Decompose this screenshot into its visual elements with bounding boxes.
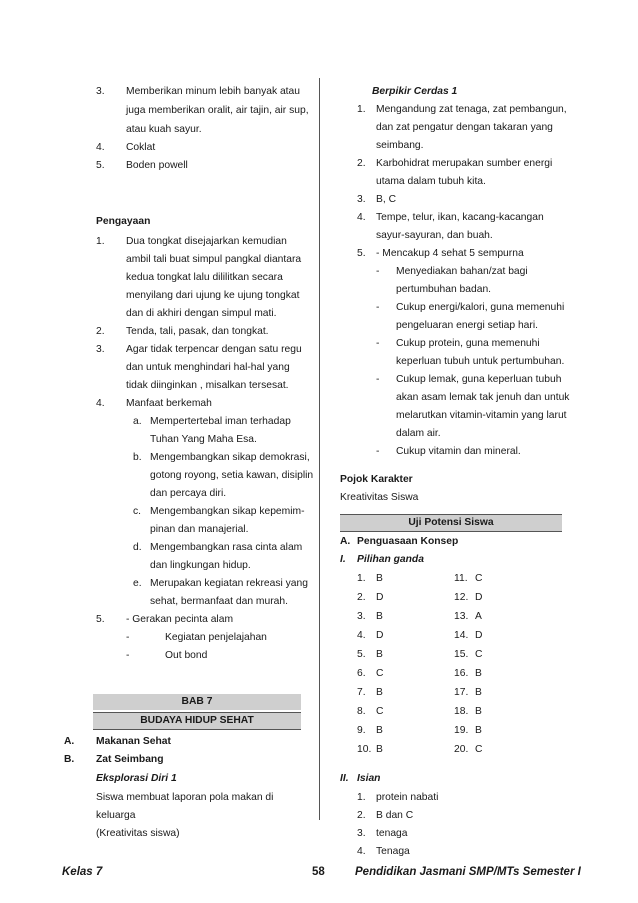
answer-value: D <box>376 592 384 603</box>
sub-text: gotong royong, setia kawan, disiplin <box>150 470 314 481</box>
section-letter: A. <box>64 736 75 747</box>
answer-value: B <box>376 649 383 660</box>
list-text: Tempe, telur, ikan, kacang-kacangan <box>376 212 544 223</box>
answer-number: 10. <box>357 744 372 755</box>
answer-value: B <box>376 687 383 698</box>
answer-value: B <box>475 668 482 679</box>
paragraph-line: Siswa membuat laporan pola makan di <box>96 792 274 803</box>
dash: - <box>376 374 380 385</box>
list-number: 5. <box>96 614 105 625</box>
answer-value: B <box>376 573 383 584</box>
list-number: 4. <box>357 212 366 223</box>
answer-value: C <box>475 649 483 660</box>
list-number: 3. <box>357 828 366 839</box>
answer-value: C <box>475 573 483 584</box>
footer-class: Kelas 7 <box>62 866 103 878</box>
sub-text: pinan dan manajerial. <box>150 524 249 535</box>
list-text: ambil tali buat simpul pangkal diantara <box>126 254 302 265</box>
answer-value: A <box>475 611 482 622</box>
answer-number: 17. <box>454 687 469 698</box>
answer-value: B <box>475 706 482 717</box>
sub-letter: b. <box>133 452 142 463</box>
answer-value: B <box>475 725 482 736</box>
answer-number: 12. <box>454 592 469 603</box>
list-text: - Mencakup 4 sehat 5 sempurna <box>376 248 524 259</box>
eksplorasi-heading: Eksplorasi Diri 1 <box>96 773 177 784</box>
list-number: 2. <box>357 158 366 169</box>
pojok-heading: Pojok Karakter <box>340 474 413 485</box>
answer-value: C <box>475 744 483 755</box>
sub-letter: e. <box>133 578 142 589</box>
list-text: dan di akhiri dengan simpul mati. <box>126 308 277 319</box>
list-text: Tenda, tali, pasak, dan tongkat. <box>126 326 269 337</box>
list-text: B dan C <box>376 810 414 821</box>
sub-text: Cukup protein, guna memenuhi <box>396 338 540 349</box>
sub-text: sehat, bermanfaat dan murah. <box>150 596 288 607</box>
list-number: 4. <box>96 398 105 409</box>
sub-text: Mengembangkan sikap demokrasi, <box>150 452 310 463</box>
list-text: B, C <box>376 194 397 205</box>
sub-text: Cukup energi/kalori, guna memenuhi <box>396 302 565 313</box>
list-text: Karbohidrat merupakan sumber energi <box>376 158 553 169</box>
sub-text: Tuhan Yang Maha Esa. <box>150 434 257 445</box>
sub-text: pertumbuhan badan. <box>396 284 492 295</box>
list-text: menyilang dari ujung ke ujung tongkat <box>126 290 300 301</box>
answer-number: 7. <box>357 687 366 698</box>
list-text: protein nabati <box>376 792 439 803</box>
answer-value: D <box>376 630 384 641</box>
sub-text: pengeluaran energi setiap hari. <box>396 320 538 331</box>
list-text: dan zat pengatur dengan takaran yang <box>376 122 553 133</box>
answer-number: 6. <box>357 668 366 679</box>
section-heading: Zat Seimbang <box>96 754 164 765</box>
answer-number: 13. <box>454 611 469 622</box>
list-number: 1. <box>357 792 366 803</box>
answer-number: 19. <box>454 725 469 736</box>
list-number: 1. <box>96 236 105 247</box>
list-text: tidak diinginkan , misalkan tersesat. <box>126 380 289 391</box>
list-text: - Gerakan pecinta alam <box>126 614 234 625</box>
list-text: Agar tidak terpencar dengan satu regu <box>126 344 302 355</box>
dash: - <box>376 338 380 349</box>
sub-text: keperluan tubuh untuk pertumbuhan. <box>396 356 565 367</box>
answer-number: 9. <box>357 725 366 736</box>
paragraph-line: (Kreativitas siswa) <box>96 828 180 839</box>
list-number: 1. <box>357 104 366 115</box>
sub-text: Cukup lemak, guna keperluan tubuh <box>396 374 562 385</box>
sub-text: akan asam lemak tak jenuh dan untuk <box>396 392 570 403</box>
column-divider <box>319 78 320 820</box>
section-letter: I. <box>340 554 346 565</box>
list-number: 3. <box>357 194 366 205</box>
section-heading: Makanan Sehat <box>96 736 171 747</box>
list-text: atau kuah sayur. <box>126 124 202 135</box>
list-text: Boden powell <box>126 160 188 171</box>
answer-number: 1. <box>357 573 366 584</box>
list-number: 3. <box>96 344 105 355</box>
answer-value: D <box>475 630 483 641</box>
answer-number: 20. <box>454 744 469 755</box>
sub-letter: d. <box>133 542 142 553</box>
sub-text: Mengembangkan sikap kepemim- <box>150 506 305 517</box>
list-text: Coklat <box>126 142 156 153</box>
sub-text: Mempertertebal iman terhadap <box>150 416 291 427</box>
sub-text: Kegiatan penjelajahan <box>165 632 267 643</box>
sub-text: dalam air. <box>396 428 441 439</box>
dash: - <box>126 650 130 661</box>
list-text: kedua tongkat lalu dililitkan secara <box>126 272 283 283</box>
list-text: Memberikan minum lebih banyak atau <box>126 86 300 97</box>
answer-value: B <box>376 725 383 736</box>
answer-number: 14. <box>454 630 469 641</box>
answer-number: 18. <box>454 706 469 717</box>
section-letter: II. <box>340 773 349 784</box>
list-text: Mengandung zat tenaga, zat pembangun, <box>376 104 567 115</box>
list-number: 4. <box>96 142 105 153</box>
answer-value: B <box>376 744 383 755</box>
pojok-text: Kreativitas Siswa <box>340 492 419 503</box>
answer-number: 3. <box>357 611 366 622</box>
sub-text: Merupakan kegiatan rekreasi yang <box>150 578 308 589</box>
dash: - <box>376 446 380 457</box>
list-number: 2. <box>357 810 366 821</box>
answer-number: 15. <box>454 649 469 660</box>
chapter-title: BUDAYA HIDUP SEHAT <box>93 712 301 730</box>
sub-letter: c. <box>133 506 142 517</box>
list-text: tenaga <box>376 828 408 839</box>
answer-number: 8. <box>357 706 366 717</box>
dash: - <box>126 632 130 643</box>
list-text: sayur-sayuran, dan buah. <box>376 230 493 241</box>
sub-text: Out bond <box>165 650 208 661</box>
sub-text: dan percaya diri. <box>150 488 227 499</box>
list-number: 5. <box>96 160 105 171</box>
sub-letter: a. <box>133 416 142 427</box>
section-heading: Penguasaan Konsep <box>357 536 459 547</box>
list-text: Tenaga <box>376 846 410 857</box>
answer-value: C <box>376 668 384 679</box>
dash: - <box>376 266 380 277</box>
answer-value: B <box>376 611 383 622</box>
list-number: 2. <box>96 326 105 337</box>
paragraph-line: keluarga <box>96 810 136 821</box>
list-text: dan untuk menghindari hal-hal yang <box>126 362 290 373</box>
list-number: 4. <box>357 846 366 857</box>
answer-number: 5. <box>357 649 366 660</box>
dash: - <box>376 302 380 313</box>
list-number: 5. <box>357 248 366 259</box>
list-text: Manfaat berkemah <box>126 398 212 409</box>
section-heading: Isian <box>357 773 381 784</box>
section-heading: Pilihan ganda <box>357 554 424 565</box>
section-letter: A. <box>340 536 351 547</box>
berpikir-heading: Berpikir Cerdas 1 <box>372 86 458 97</box>
footer-book-title: Pendidikan Jasmani SMP/MTs Semester I <box>355 866 581 878</box>
answer-number: 16. <box>454 668 469 679</box>
list-text: utama dalam tubuh kita. <box>376 176 486 187</box>
section-letter: B. <box>64 754 75 765</box>
answer-value: D <box>475 592 483 603</box>
chapter-number: BAB 7 <box>93 694 301 710</box>
sub-text: Cukup vitamin dan mineral. <box>396 446 521 457</box>
pengayaan-heading: Pengayaan <box>96 216 151 227</box>
answer-number: 2. <box>357 592 366 603</box>
answer-number: 11. <box>454 573 468 584</box>
sub-text: melarutkan vitamin-vitamin yang larut <box>396 410 567 421</box>
uji-potensi-heading: Uji Potensi Siswa <box>340 514 562 532</box>
sub-text: Menyediakan bahan/zat bagi <box>396 266 528 277</box>
sub-text: dan lingkungan hidup. <box>150 560 251 571</box>
answer-number: 4. <box>357 630 366 641</box>
page-number: 58 <box>312 866 325 878</box>
list-number: 3. <box>96 86 105 97</box>
list-text: juga memberikan oralit, air tajin, air sup, <box>126 105 309 116</box>
answer-value: B <box>475 687 482 698</box>
answer-value: C <box>376 706 384 717</box>
sub-text: Mengembangkan rasa cinta alam <box>150 542 303 553</box>
list-text: Dua tongkat disejajarkan kemudian <box>126 236 287 247</box>
list-text: seimbang. <box>376 140 424 151</box>
